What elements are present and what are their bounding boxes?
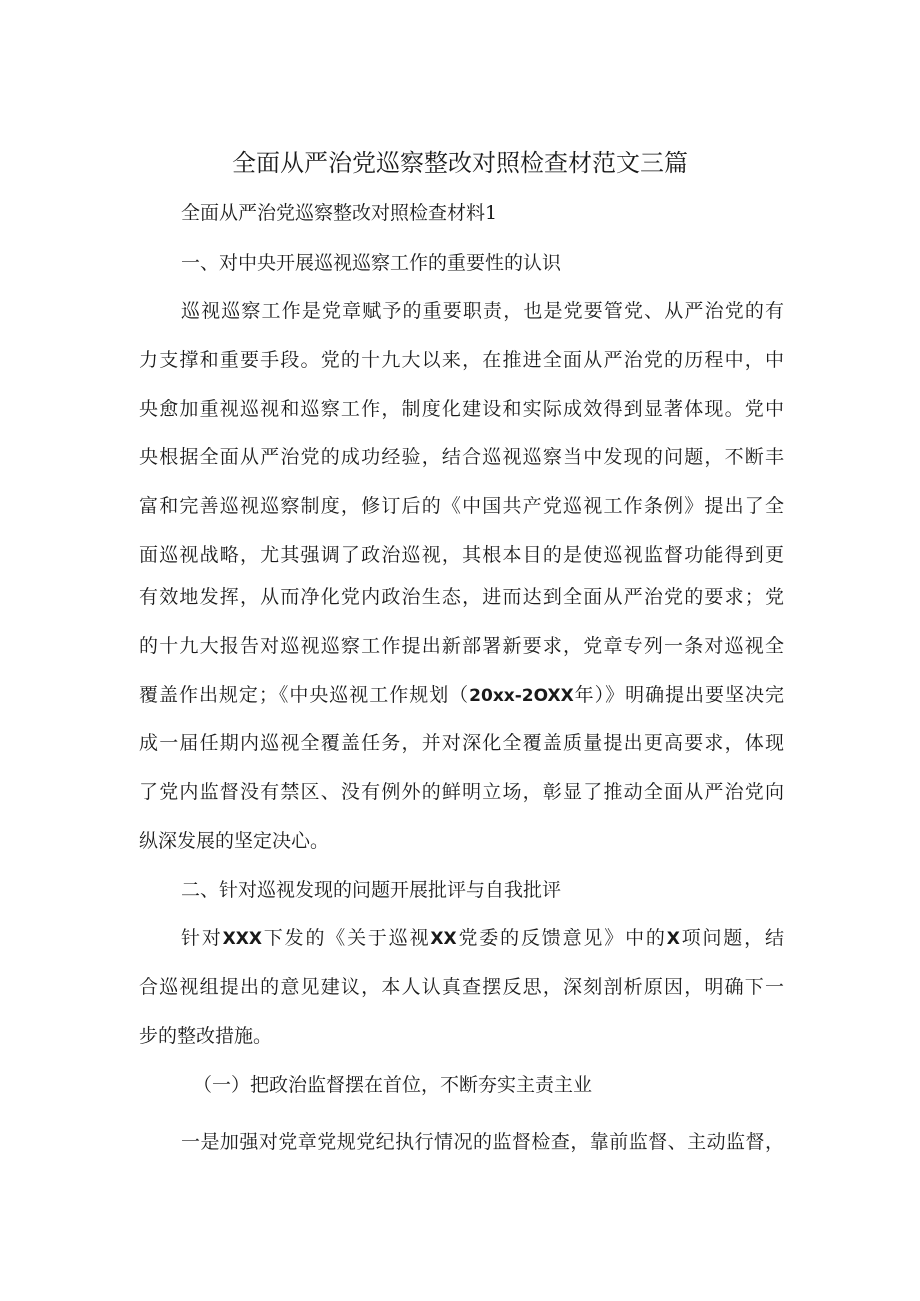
paragraph-line: 纵深发展的坚定决心。 [139, 830, 330, 852]
text-run: 项问题，结 [679, 927, 784, 949]
subsection-heading: （一）把政治监督摆在首位，不断夯实主责主业 [193, 1074, 593, 1096]
paragraph-line: 成一届任期内巡视全覆盖任务，并对深化全覆盖质量提出更高要求，体现 [139, 732, 784, 754]
paragraph-line: 一是加强对党章党规党纪执行情况的监督检查，靠前监督、主动监督， [181, 1131, 784, 1153]
paragraph-line: 央愈加重视巡视和巡察工作，制度化建设和实际成效得到显著体现。党中 [139, 398, 784, 420]
section-heading-1: 一、对中央开展巡视巡察工作的重要性的认识 [181, 252, 562, 274]
placeholder-code: XX [430, 929, 457, 949]
paragraph-line: 了党内监督没有禁区、没有例外的鲜明立场，彰显了推动全面从严治党向 [139, 781, 784, 803]
text-run: 党委的反馈意见》中的 [456, 927, 667, 949]
paragraph-line: 有效地发挥，从而净化党内政治生态，进而达到全面从严治党的要求；党 [139, 586, 784, 608]
text-run: 覆盖作出规定；《中央巡视工作规划（ [139, 684, 470, 706]
paragraph-line [181, 924, 784, 952]
text-run: 下发的《关于巡视 [261, 927, 431, 949]
paragraph-line: 的十九大报告对巡视巡察工作提出新部署新要求，党章专列一条对巡视全 [139, 635, 784, 657]
text-run: 针对 [181, 927, 223, 949]
document-subtitle: 全面从严治党巡察整改对照检查材料1 [181, 202, 498, 224]
paragraph-line: 央根据全面从严治党的成功经验，结合巡视巡察当中发现的问题，不断丰 [139, 446, 784, 468]
paragraph-line: 步的整改措施。 [139, 1025, 273, 1047]
section-heading-2: 二、针对巡视发现的问题开展批评与自我批评 [181, 879, 562, 901]
placeholder-code: XXX [222, 929, 262, 949]
placeholder-code: X [666, 929, 680, 949]
paragraph-line [139, 681, 784, 709]
paragraph-line: 巡视巡察工作是党章赋予的重要职责，也是党要管党、从严治党的有 [181, 300, 784, 322]
paragraph-line: 合巡视组提出的意见建议，本人认真查摆反思，深刻剖析原因，明确下一 [139, 976, 784, 998]
document-title: 全面从严治党巡察整改对照检查材范文三篇 [232, 149, 688, 177]
text-run: 年）》明确提出要坚决完 [573, 684, 784, 706]
paragraph-line: 面巡视战略，尤其强调了政治巡视，其根本目的是使巡视监督功能得到更 [139, 544, 784, 566]
paragraph-line: 力支撑和重要手段。党的十九大以来，在推进全面从严治党的历程中，中 [139, 349, 784, 371]
paragraph-line: 富和完善巡视巡察制度，修订后的《中国共产党巡视工作条例》提出了全 [139, 495, 784, 517]
date-range: 20xx-2OXX [469, 686, 574, 706]
